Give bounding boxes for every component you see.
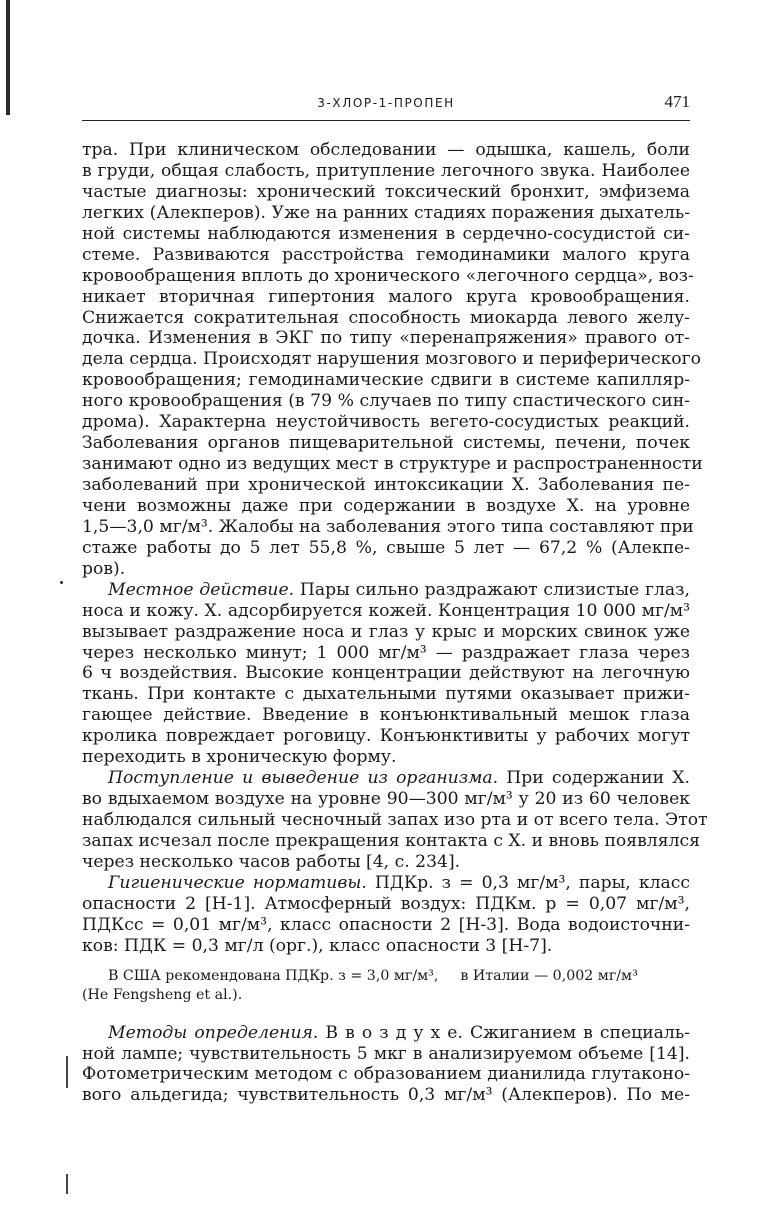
text-line: кролика повреждает роговицу. Конъюнктивиты у рабочих могут (82, 726, 690, 747)
section-heading: Поступление и выведение из организма. (108, 768, 499, 789)
text-line: гающее действие. Введение в конъюнктивальный мешок глаза (82, 705, 690, 726)
text-line (82, 873, 690, 894)
text-line: заболеваний при хронической интоксикации X. Заболевания пе- (82, 475, 690, 495)
text-line: Снижается сократительная способность миокарда левого желу- (82, 307, 690, 328)
text-line: вого альдегида; чувствительность 0,3 мг/м³ (Алекперов). По ме- (82, 1085, 690, 1106)
text-line: наблюдался сильный чесночный запах изо рта и от всего тела. Этот (82, 810, 708, 830)
text-line: запах исчезал после прекращения контакта с X. и вновь появлялся (82, 830, 700, 851)
text-line: частые диагнозы: хронический токсический бронхит, эмфизема (82, 181, 690, 202)
text-line: ной системы наблюдаются изменения в сердечно-сосудистой си- (82, 223, 690, 244)
text-line: опасности 2 [Н-1]. Атмосферный воздух: ПДКм. р = 0,07 мг/м³, (82, 893, 690, 914)
spacer (82, 1005, 690, 1023)
text-line: через несколько часов работы [4, с. 234]. (82, 851, 461, 872)
text-line: дрома). Характерна неустойчивость вегето-сосудистых реакций. (82, 412, 690, 433)
paragraph-intake-excretion (82, 768, 708, 873)
text-run: Пары сильно раздражают слизистые глаз, (294, 579, 690, 600)
text-line: ков: ПДК = 0,3 мг/л (орг.), класс опасности 3 [Н-7]. (82, 935, 553, 956)
text-run: При содержании X. (498, 768, 690, 789)
note-line: (Не Fengsheng et al.). (82, 986, 243, 1003)
body-text (82, 140, 708, 1106)
text-line: стеме. Развиваются расстройства гемодинамики малого круга (82, 244, 690, 265)
section-heading: Местное действие. (108, 579, 295, 600)
text-line: ров). (82, 558, 126, 579)
section-heading: Методы определения. (108, 1022, 319, 1043)
page-number: 471 (664, 92, 690, 111)
text-line: занимают одно из ведущих мест в структуре и распространенности (82, 454, 703, 475)
text-line: носа и кожу. X. адсорбируется кожей. Концентрация 10 000 мг/м³ (82, 600, 690, 621)
note-line (82, 967, 690, 986)
margin-mark (66, 1174, 68, 1194)
text-line (82, 580, 690, 601)
text-line: Фотометрическим методом с образованием дианилида глутаконо- (82, 1064, 690, 1085)
text-line: чени возможны даже при содержании в воздухе X. на уровне (82, 495, 690, 516)
margin-mark (60, 581, 63, 584)
text-line: через несколько минут; 1 000 мг/м³ — раздражает глаза через (82, 642, 690, 663)
running-head (82, 92, 690, 118)
text-line: кровообращения вплоть до хронического «легочного сердца», воз- (82, 265, 694, 286)
text-line: 1,5—3,0 мг/м³. Жалобы на заболевания этого типа составляют при (82, 516, 694, 537)
text-line: кровообращения; гемодинамические сдвиги в системе капилляр- (82, 370, 690, 391)
text-line: вызывает раздражение носа и глаз у крыс и морских свинок уже (82, 621, 690, 642)
text-line: Заболевания органов пищеварительной системы, печени, почек (82, 433, 690, 454)
text-line: ПДКсс = 0,01 мг/м³, класс опасности 2 [Н-3]. Вода водоисточни- (82, 914, 690, 935)
note-text: В США рекомендована ПДКр. з = 3,0 мг/м³, (108, 967, 439, 984)
footnote (82, 967, 690, 1005)
paragraph-methods (82, 1023, 690, 1107)
binding-edge (6, 0, 10, 115)
text-line: стаже работы до 5 лет 55,8 %, свыше 5 лет — 67,2 % (Алекпе- (82, 537, 690, 558)
header-rule (82, 120, 690, 121)
text-line: ного кровообращения (в 79 % случаев по типу спастического син- (82, 391, 690, 412)
text-line: дела сердца. Происходят нарушения мозгового и периферического (82, 349, 702, 370)
text-run: ПДКр. з = 0,3 мг/м³, пары, класс (366, 872, 690, 893)
text-line: легких (Алекперов). Уже на ранних стадиях поражения дыхатель- (82, 202, 690, 223)
text-line: тра. При клиническом обследовании — одышка, кашель, боли (82, 140, 690, 160)
text-line: 6 ч воздействия. Высокие концентрации действуют на легочную (82, 663, 690, 684)
paragraph-hygienic-norms (82, 873, 690, 957)
note-text: в Италии — 0,002 мг/м³ (460, 967, 638, 984)
text-line: ной лампе; чувствительность 5 мкг в анализируемом объеме [14]. (82, 1043, 690, 1064)
text-line: никает вторичная гипертония малого круга кровообращения. (82, 286, 690, 307)
text-line: переходить в хроническую форму. (82, 747, 397, 768)
text-line: в груди, общая слабость, притупление легочного звука. Наиболее (82, 160, 690, 181)
margin-mark (66, 1056, 68, 1088)
text-line: во вдыхаемом воздухе на уровне 90—300 мг/м³ у 20 из 60 человек (82, 789, 690, 810)
spacer (82, 957, 690, 967)
paragraph-clinical (82, 140, 703, 580)
section-heading: Гигиенические нормативы. (108, 872, 367, 893)
running-title: 3-ХЛОР-1-ПРОПЕН (317, 96, 455, 110)
paragraph-local-action (82, 580, 690, 768)
text-line: ткань. При контакте с дыхательными путями оказывает прижи- (82, 684, 690, 705)
text-run: В в о з д у х е. Сжиганием в специаль- (318, 1022, 690, 1043)
text-line: дочка. Изменения в ЭКГ по типу «перенапряжения» правого от- (82, 328, 690, 349)
text-line (82, 1023, 690, 1044)
text-line (82, 768, 690, 789)
